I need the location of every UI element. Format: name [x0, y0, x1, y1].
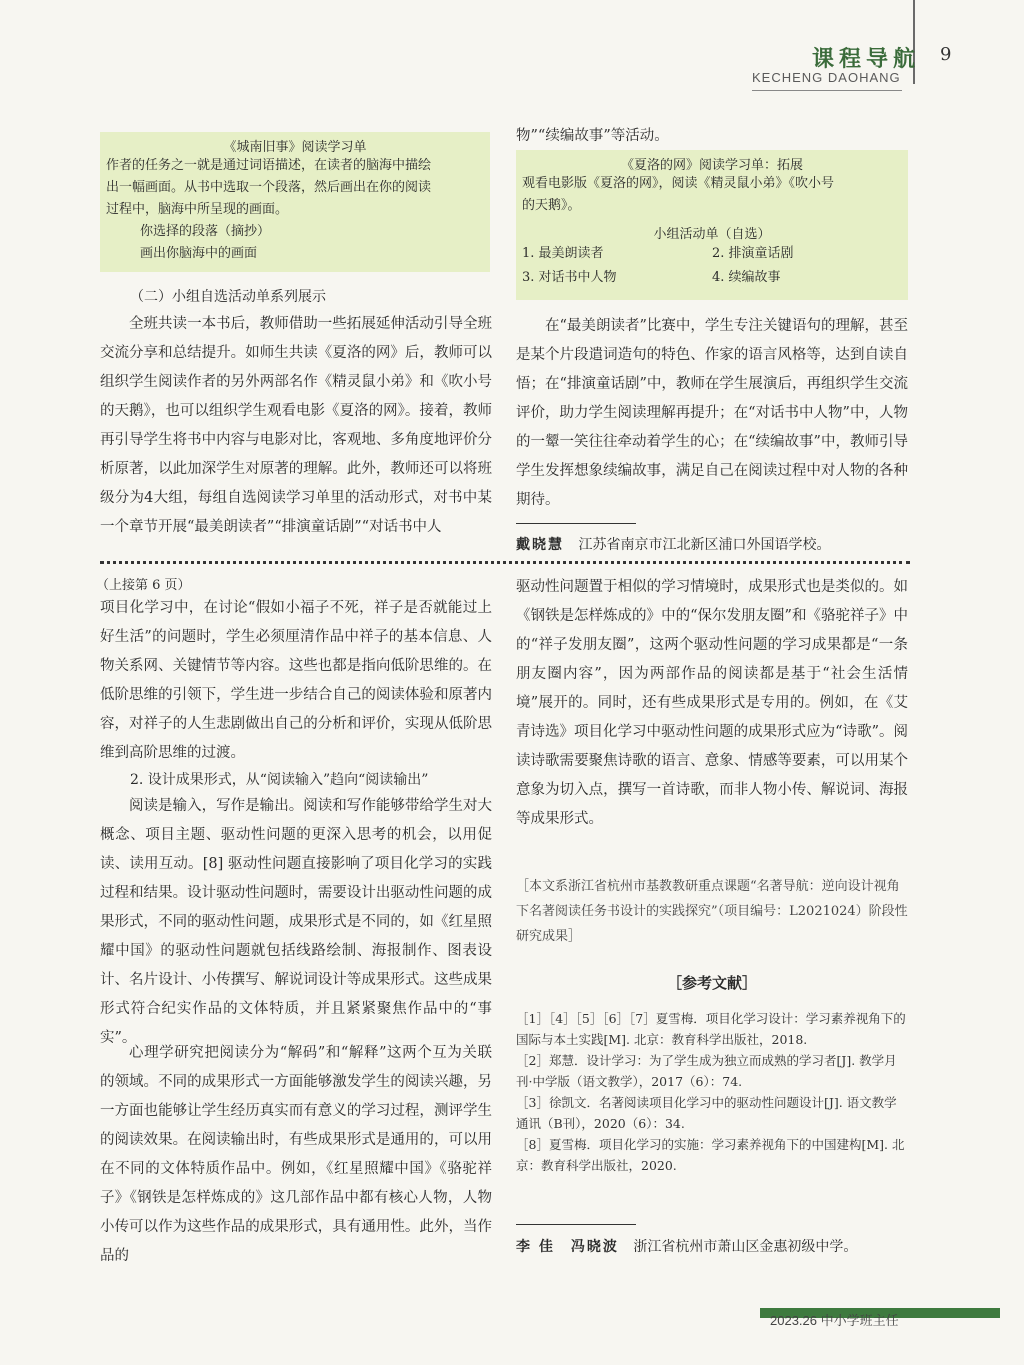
box1-line: 过程中，脑海中所呈现的画面。 — [106, 202, 289, 217]
box2-line: 的天鹅》。 — [522, 198, 581, 213]
reading-sheet-box-2 — [516, 150, 908, 300]
reference-item: ［1］［4］［5］［6］［7］夏雪梅．项目化学习设计：学习素养视角下的国际与本土实践[M]. 北京：教育科学出版社，2018. — [516, 1011, 906, 1047]
activity-grid — [516, 242, 908, 290]
right-top-paragraph: 在“最美朗读者”比赛中，学生专注关键语句的理解，甚至是某个片段遣词造句的特色、作家的语言风格等，达到自读自悟；在“排演童话剧”中，教师在学生展演后，再组织学生交流评价，助力学生阅读理解再提升；在“对话书中人物”中，人物的一颦一笑往往牵动着学生的心；在“续编故事”中，教师引导学生发挥想象续编故事，满足自己在阅读过程中对人物的各种期待。 — [516, 318, 908, 508]
activity-item: 4. 续编故事 — [712, 270, 781, 285]
activity-item: 2. 排演童话剧 — [712, 246, 794, 261]
author-org-2: 浙江省杭州市萧山区金惠初级中学。 — [633, 1239, 858, 1255]
section-separator — [100, 561, 910, 564]
left-top-paragraph: 全班共读一本书后，教师借助一些拓展延伸活动引导全班交流分享和总结提升。如师生共读《夏洛的网》后，教师可以组织学生阅读作者的另外两部名作《精灵鼠小弟》和《吹小号的天鹅》，也可以组织学生观看电影《夏洛的网》。接着，教师再引导学生将书中内容与电影对比，客观地、多角度地评价分析原著，以此加深学生对原著的理解。此外，教师还可以将班级分为4大组，每组自选阅读学习单里的活动形式，对书中某一个章节开展“最美朗读者”“排演童话剧”“对话书中人 — [100, 316, 492, 535]
author-names: 李 佳 冯晓波 — [516, 1239, 619, 1255]
author-name: 戴晓慧 — [516, 537, 564, 553]
box2-subtitle: 小组活动单（自选） — [653, 227, 771, 242]
subsection-heading-2: 2. 设计成果形式，从“阅读输入”趋向“阅读输出” — [130, 772, 429, 788]
section-title: 课程导航 — [812, 47, 921, 72]
author-line-2 — [516, 1236, 857, 1256]
box1-sub-1: 你选择的段落（摘抄） — [140, 224, 271, 239]
funding-note: ［本文系浙江省杭州市基教教研重点课题“名著导航：逆向设计视角下名著阅读任务书设计的实践探究”（项目编号：L2021024）阶段性研究成果］ — [516, 879, 908, 944]
author-rule — [516, 523, 636, 524]
left-bottom-p3: 心理学研究把阅读分为“解码”和“解释”这两个互为关联的领域。不同的成果形式一方面能够激发学生的阅读兴趣，另一方面也能够让学生经历真实而有意义的学习过程，测评学生的阅读效果。在阅读输出时，有些成果形式是通用的，可以用在不同的文体特质作品中。例如，《红星照耀中国》《骆驼祥子》《钢铁是怎样炼成的》这几部作品中都有核心人物，人物小传可以作为这些作品的成果形式，具有通用性。此外，当作品的 — [100, 1045, 492, 1264]
section-pinyin: KECHENG DAOHANG — [752, 70, 901, 85]
reference-item: ［3］徐凯文．名著阅读项目化学习中的驱动性问题设计[J]. 语文教学通讯（B刊），2020（6）：34. — [516, 1095, 897, 1131]
reading-sheet-box-1 — [100, 132, 490, 272]
footer-journal: 2023.26 中小学班主任 — [770, 1313, 899, 1328]
subsection-heading: （二）小组自选活动单系列展示 — [130, 289, 326, 305]
left-bottom-p2: 阅读是输入，写作是输出。阅读和写作能够带给学生对大概念、项目主题、驱动性问题的更深入思考的机会，以用促读、读用互动。[8] 驱动性问题直接影响了项目化学习的实践过程和结果。设计驱动性问题时，需要设计出驱动性问题的成果形式，不同的驱动性问题，成果形式是不同的，如《红星照耀中国》的驱动性问题就包括线路绘制、海报制作、图表设计、名片设计、小传撰写、解说词设计等成果形式。这些成果形式符合纪实作品的文体特质，并且紧紧聚焦作品中的“事实”。 — [100, 798, 492, 1046]
left-bottom-p1: 项目化学习中，在讨论“假如小福子不死，祥子是否就能过上好生活”的问题时，学生必须厘清作品中祥子的基本信息、人物关系网、关键情节等内容。这些也都是指向低阶思维的。在低阶思维的引领下，学生进一步结合自己的阅读体验和原著内容，对祥子的人生悲剧做出自己的分析和评价，实现从低阶思维到高阶思维的过渡。 — [100, 600, 492, 761]
author-org: 江苏省南京市江北新区浦口外国语学校。 — [578, 537, 831, 553]
header-underline — [752, 90, 902, 91]
activity-item: 3. 对话书中人物 — [522, 270, 617, 285]
box1-title: 《城南旧事》阅读学习单 — [223, 140, 367, 155]
box1-sub-2: 画出你脑海中的画面 — [140, 246, 258, 261]
activity-item: 1. 最美朗读者 — [522, 246, 604, 261]
continued-from: （上接第 6 页） — [96, 578, 191, 593]
right-continuation: 物”“续编故事”等活动。 — [516, 128, 669, 144]
author-line-1 — [516, 534, 830, 554]
author-rule-2 — [516, 1224, 636, 1225]
reference-item: ［2］郑慧．设计学习：为了学生成为独立而成熟的学习者[J]. 教学月刊·中学版（语文教学），2017（6）：74. — [516, 1053, 897, 1089]
right-bottom-p1: 驱动性问题置于相似的学习情境时，成果形式也是类似的。如《钢铁是怎样炼成的》中的“保尔发朋友圈”和《骆驼祥子》中的“祥子发朋友圈”，这两个驱动性问题的学习成果都是“一条朋友圈内容”，因为两部作品的阅读都是基于“社会生活情境”展开的。同时，还有些成果形式是专用的。例如，在《艾青诗选》项目化学习中驱动性问题的成果形式应为“诗歌”。阅读诗歌需要聚焦诗歌的语言、意象、情感等要素，可以用某个意象为切入点，撰写一首诗歌，而非人物小传、解说词、海报等成果形式。 — [516, 579, 908, 827]
references-title: ［参考文献］ — [666, 974, 757, 992]
box1-line: 作者的任务之一就是通过词语描述，在读者的脑海中描绘 — [106, 158, 432, 173]
references-list — [516, 1008, 908, 1176]
box2-line: 观看电影版《夏洛的网》，阅读《精灵鼠小弟》《吹小号 — [522, 176, 835, 191]
reference-item: ［8］夏雪梅．项目化学习的实施：学习素养视角下的中国建构[M]. 北京：教育科学出版社，2020. — [516, 1137, 905, 1173]
box2-title: 《夏洛的网》阅读学习单：拓展 — [620, 158, 803, 173]
box1-line: 出一幅画面。从书中选取一个段落，然后画出在你的阅读 — [106, 180, 432, 195]
page-number: 9 — [940, 44, 952, 65]
